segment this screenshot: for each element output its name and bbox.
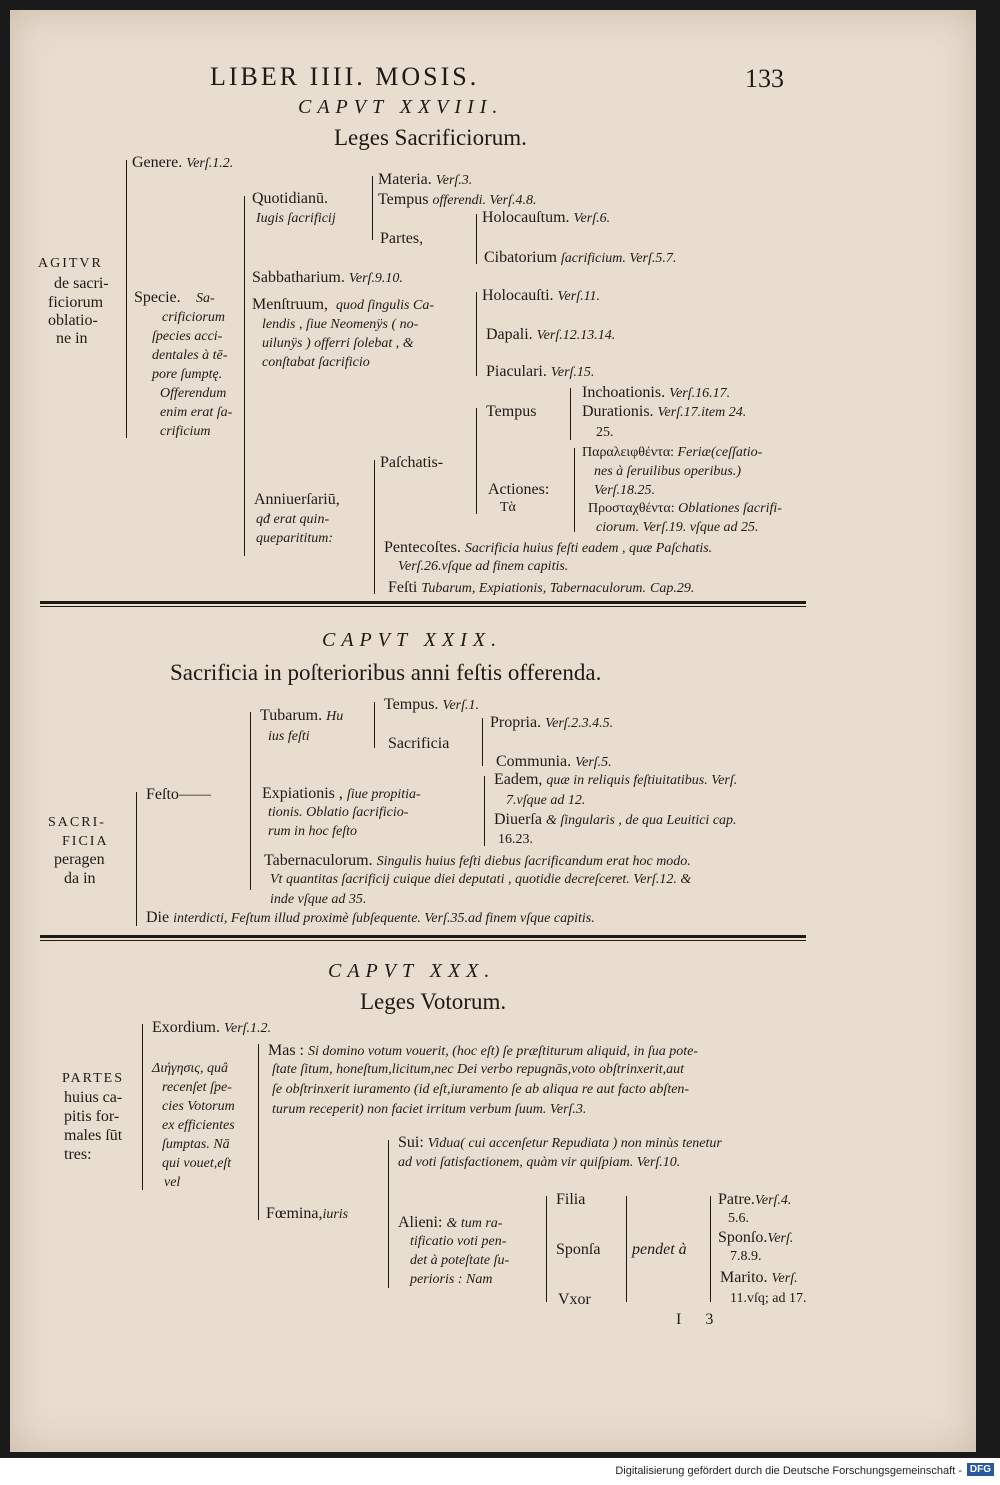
quotidianum-label: Quotidianū. <box>252 190 328 207</box>
specie-note-8: crificium <box>160 424 211 439</box>
paral1-note2: nes à ſeruilibus operibus.) <box>594 464 741 479</box>
brace-28-root <box>126 160 127 438</box>
tabernaculorum-note-2: Vt quantitas ſacrificij cuique diei deputati , quotidie decreſceret. Verſ.12. & <box>270 872 692 887</box>
expiationis-note-2: tionis. Oblatio ſacrificio- <box>268 805 409 820</box>
specie-note-6: Offerendum <box>160 386 227 401</box>
tabernaculorum-note-3: inde vſque ad 35. <box>270 892 367 907</box>
diegesis-line-6: qui vouet,eſt <box>162 1156 232 1171</box>
running-title: LIBER IIII. MOSIS. <box>210 62 480 91</box>
mas-note-4: turum receperit) non faciet irritum verbum ſuum. Verſ.3. <box>272 1102 587 1117</box>
specie-note-1: Sa- <box>196 291 215 306</box>
diegesis-line-1: Διήγησις, quâ <box>152 1061 228 1076</box>
brace-28-specie <box>244 196 245 556</box>
alieni-note-4: perioris : Nam <box>410 1272 493 1287</box>
menstruum-note-1: quod ſingulis Ca- <box>336 298 435 313</box>
eadem-ref: 7.vſque ad 12. <box>506 793 586 808</box>
diversa-label: Diuerſa & ſingularis , de qua Leuitici cap. <box>494 811 737 828</box>
brace-28-tempus2 <box>570 388 571 440</box>
ta-label: Tὰ <box>500 500 516 515</box>
brace-30-alieni <box>546 1196 547 1302</box>
brace-28-anniversarium <box>374 460 375 594</box>
marito-label: Marito. Verſ. <box>720 1269 798 1286</box>
root-29-line-1: SACRI- <box>48 815 106 830</box>
specie-label: Specie. <box>134 289 181 306</box>
brace-30-patre-sponso-marito <box>710 1196 711 1302</box>
tempus-29-label: Tempus. Verſ.1. <box>384 696 479 713</box>
specie-note-2: crificiorum <box>162 310 225 325</box>
eadem-label: Eadem, quæ in reliquis feſtiuitatibus. Verſ. <box>494 771 738 788</box>
brace-28-quotidianum <box>372 176 373 240</box>
quotidianum-sub: Iugis ſacrificij <box>256 211 336 226</box>
menstruum-label: Menſtruum, <box>252 296 328 313</box>
section-rule-1 <box>40 601 806 604</box>
brace-29-sacrificia <box>482 718 483 766</box>
root-29-line-4: da in <box>64 870 96 887</box>
root-29-line-2: FICIA <box>62 834 109 849</box>
brace-30-filia-sponsa-vxor <box>626 1196 627 1302</box>
brace-29-festo <box>250 712 251 890</box>
brace-29-expiationis <box>484 776 485 846</box>
page-number: 133 <box>745 64 784 93</box>
sui-label: Sui: Vidua( cui accenſetur Repudiata ) non minùs tenetur <box>398 1134 722 1151</box>
sabbatharium-label: Sabbatharium. Verſ.9.10. <box>252 269 403 286</box>
caput-28-title: Leges Sacrificiorum. <box>334 125 527 150</box>
root-29-line-3: peragen <box>54 851 105 868</box>
root-28-line-3: ficiorum <box>48 294 104 311</box>
specie-note-4: dentales à tē- <box>152 348 228 363</box>
pentecostes-ref: Verſ.26.vſque ad finem capitis. <box>398 559 569 574</box>
holocausti-label: Holocauſti. Verſ.11. <box>482 287 601 304</box>
specie-note-7: enim erat ſa- <box>160 405 233 420</box>
root-30-line-1: PARTES <box>62 1071 124 1086</box>
sui-note-2: ad voti ſatisfactionem, quàm vir quiſpiam. Verſ.10. <box>398 1155 681 1170</box>
diegesis-line-2: recenſet ſpe- <box>162 1080 232 1095</box>
paschatis-label: Paſchatis- <box>380 454 444 471</box>
tempus-label: Tempus offerendi. Verſ.4.8. <box>378 191 537 208</box>
paral1-label: Παραλειφθέντα: Feriæ(ceſſatio- <box>582 445 763 460</box>
brace-29-root <box>136 792 137 926</box>
caput-29-title: Sacrificia in poſterioribus anni feſtis offerenda. <box>170 660 602 685</box>
brace-30-diegesis <box>258 1044 259 1220</box>
caput-28-heading: CAPVT XXVIII. <box>298 96 504 118</box>
diegesis-line-5: ſumptas. Nā <box>162 1137 230 1152</box>
tabernaculorum-label: Tabernaculorum. Singulis huius feſti diebus ſacrificandum erat hoc modo. <box>264 852 691 869</box>
genere-label: Genere. Verſ.1.2. <box>132 154 234 171</box>
digitization-footer <box>0 1458 1000 1485</box>
mas-note-2: ſtate ſitum, honeſtum,licitum,nec Dei verbo repugnās,voto obſtrinxerit,aut <box>272 1062 685 1077</box>
diegesis-line-3: cies Votorum <box>162 1099 235 1114</box>
pentecostes-label: Pentecoſtes. Sacrificia huius feſti eadem , quæ Paſchatis. <box>384 539 713 556</box>
mas-label: Mas : Si domino votum vouerit, (hoc eſt) ſe præſtiturum aliquid, in ſua pote- <box>268 1042 699 1059</box>
communia-label: Communia. Verſ.5. <box>496 753 612 770</box>
expiationis-label: Expiationis , ſiue propitia- <box>262 785 421 802</box>
root-28-line-1: AGITVR <box>38 256 103 271</box>
expiationis-note-3: rum in hoc feſto <box>268 824 358 839</box>
brace-30-root <box>142 1024 143 1190</box>
paral2-label: Προσταχθέντα: Oblationes ſacrifi- <box>588 501 782 516</box>
paral2-note2: ciorum. Verſ.19. vſque ad 25. <box>596 520 759 535</box>
dapali-label: Dapali. Verſ.12.13.14. <box>486 326 616 343</box>
sponsa-label: Sponſa <box>556 1241 601 1258</box>
root-28-line-4: oblatio- <box>48 312 98 329</box>
brace-28-actiones <box>574 448 575 532</box>
caput-30-heading: CAPVT XXX. <box>328 960 496 982</box>
sponso-ref2: 7.8.9. <box>730 1249 762 1264</box>
paral1-ref: Verſ.18.25. <box>594 483 656 498</box>
pendet-label: pendet à <box>632 1241 687 1258</box>
menstruum-note-2: lendis , ſiue Neomenÿs ( no- <box>262 317 419 332</box>
alieni-label: Alieni: & tum ra- <box>398 1214 503 1231</box>
root-28-line-2: de sacri- <box>54 275 109 292</box>
menstruum-note-4: conſtabat ſacrificio <box>262 355 370 370</box>
dfg-logo: DFG <box>967 1463 994 1476</box>
propria-label: Propria. Verſ.2.3.4.5. <box>490 714 614 731</box>
materia-label: Materia. Verſ.3. <box>378 171 473 188</box>
sacrificia-label: Sacrificia <box>388 735 450 752</box>
alieni-note-3: det à poteſtate ſu- <box>410 1253 510 1268</box>
mas-note-3: ſe obſtrinxerit iuramento (id eſt,iuramento ſe ab aliqua re aut facto abſten- <box>272 1082 690 1097</box>
section-rule-2b <box>40 940 806 941</box>
durationis-ref2: 25. <box>596 425 614 440</box>
piaculari-label: Piaculari. Verſ.15. <box>486 363 595 380</box>
alieni-note-2: tificatio voti pen- <box>410 1234 507 1249</box>
patre-label: Patre.Verſ.4. <box>718 1191 792 1208</box>
diegesis-line-7: vel <box>164 1175 181 1190</box>
diversa-ref: 16.23. <box>498 832 533 847</box>
root-30-line-3: pitis for- <box>64 1108 120 1125</box>
diegesis-line-4: ex efficientes <box>162 1118 235 1133</box>
caput-30-title: Leges Votorum. <box>360 989 507 1014</box>
brace-28-menstruum <box>476 292 477 376</box>
cibatorium-label: Cibatorium ſacrificium. Verſ.5.7. <box>484 249 677 266</box>
holocaustum-label: Holocauſtum. Verſ.6. <box>482 209 611 226</box>
tempus2-label: Tempus <box>486 403 537 420</box>
foemina-label: Fœmina,iuris <box>266 1205 349 1222</box>
brace-30-foemina <box>388 1140 389 1288</box>
caput-29-heading: CAPVT XXIX. <box>322 629 503 651</box>
exordium-label: Exordium. Verſ.1.2. <box>152 1019 272 1036</box>
section-rule-1b <box>40 606 806 607</box>
patre-ref2: 5.6. <box>728 1211 749 1226</box>
tubarum-note-2: ius feſti <box>268 729 310 744</box>
durationis-label: Durationis. Verſ.17.item 24. <box>582 403 747 420</box>
brace-28-partes <box>476 214 477 264</box>
root-30-line-4: males ſūt <box>64 1127 123 1144</box>
anniversarium-line-3: queparititum: <box>256 531 333 546</box>
vxor-label: Vxor <box>558 1291 591 1308</box>
anniversarium-line-2: qđ erat quin- <box>256 512 330 527</box>
sponso-label: Sponſo.Verſ. <box>718 1229 794 1246</box>
festi-label: Feſti Tubarum, Expiationis, Tabernaculorum. Cap.29. <box>388 579 695 596</box>
festo-label: Feſto—— <box>146 786 211 803</box>
anniversarium-line-1: Anniuerſariū, <box>254 491 340 508</box>
signature-mark: I 3 <box>676 1311 724 1328</box>
root-28-line-5: ne in <box>56 330 88 347</box>
die-label: Die interdicti, Feſtum illud proximè ſubſequente. Verſ.35.ad finem vſque capitis. <box>146 909 595 926</box>
partes-label: Partes, <box>380 230 424 247</box>
inchoationis-label: Inchoationis. Verſ.16.17. <box>582 384 731 401</box>
marito-ref2: 11.vſq; ad 17. <box>730 1291 807 1306</box>
brace-29-tubarum <box>374 702 375 748</box>
menstruum-note-3: uilunÿs ) offerri ſolebat , & <box>262 336 414 351</box>
actiones-label: Actiones: <box>488 481 550 498</box>
root-30-line-5: tres: <box>64 1146 92 1163</box>
root-30-line-2: huius ca- <box>64 1089 123 1106</box>
footer-credit: Digitalisierung gefördert durch die Deutsche Forschungsgemeinschaft - <box>615 1465 962 1477</box>
filia-label: Filia <box>556 1191 586 1208</box>
specie-note-3: ſpecies acci- <box>152 329 223 344</box>
tubarum-label: Tubarum. Hu <box>260 707 344 724</box>
specie-note-5: pore ſumptę. <box>152 367 223 382</box>
section-rule-2 <box>40 935 806 938</box>
brace-28-paschatis <box>476 408 477 514</box>
